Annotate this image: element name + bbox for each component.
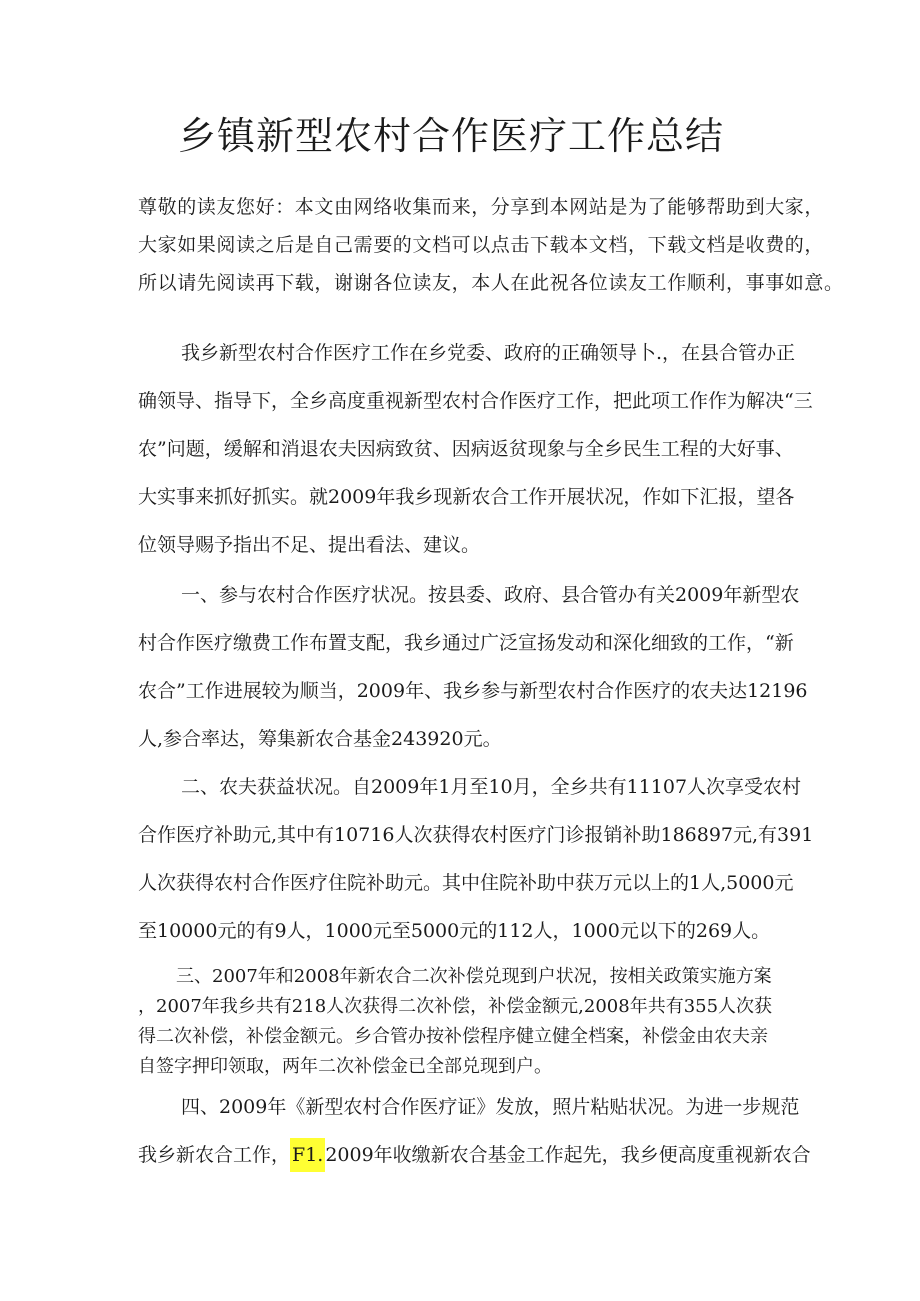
line-text: 2009年收缴新农合基金工作起先，我乡便高度重视新农合: [325, 1144, 811, 1166]
intro-line: 大家如果阅读之后是自己需要的文档可以点击下载本文档，下载文档是收费的，: [138, 234, 825, 256]
paragraph-line: 得二次补偿，补偿金额元。乡合管办按补偿程序健立健全档案，补偿金由农夫亲: [138, 1026, 768, 1047]
paragraph-line: 合作医疗补助元,其中有10716人次获得农村医疗门诊报销补助186897元,有391: [138, 824, 814, 846]
paragraph-benefits: [138, 763, 814, 955]
intro-line: 尊敬的读友您好：本文由网络收集而来，分享到本网站是为了能够帮助到大家，: [138, 196, 825, 218]
paragraph-line: ，2007年我乡共有218人次获得二次补偿，补偿金额元,2008年共有355人次获: [138, 996, 773, 1017]
document-title: 乡镇新型农村合作医疗工作总结: [178, 114, 725, 158]
paragraph-line: 农”问题，缓解和消退农夫因病致贫、因病返贫现象与全乡民生工程的大好事、: [138, 438, 794, 460]
paragraph-participation: [138, 571, 808, 763]
highlighted-text: F1.: [290, 1138, 325, 1172]
paragraph-line: 我乡新型农村合作医疗工作在乡党委、政府的正确领导卜.，在县合管办正: [181, 342, 796, 364]
paragraph-line: 二、农夫获益状况。自2009年1月至10月，全乡共有11107人次享受农村: [181, 776, 802, 798]
paragraph-certificate: [138, 1083, 811, 1179]
paragraph-line: [138, 1131, 811, 1179]
paragraph-secondary-compensation: [138, 962, 788, 1082]
paragraph-line: 至10000元的有9人，1000元至5000元的112人，1000元以下的269人。: [138, 920, 771, 942]
paragraph-overview: [138, 329, 813, 569]
intro-line: 所以请先阅读再下载，谢谢各位读友，本人在此祝各位读友工作顺利，事事如意。: [138, 272, 844, 294]
paragraph-line: 人,参合率达，筹集新农合基金243920元。: [138, 728, 502, 750]
paragraph-line: 三、2007年和2008年新农合二次补偿兑现到户状况，按相关政策实施方案: [176, 966, 772, 987]
paragraph-line: 自签字押印领取，两年二次补偿金已全部兑现到户。: [138, 1056, 552, 1077]
paragraph-line: 人次获得农村合作医疗住院补助元。其中住院补助中获万元以上的1人,5000元: [138, 872, 794, 894]
paragraph-line: 农合”工作进展较为顺当，2009年、我乡参与新型农村合作医疗的农夫达12196: [138, 680, 808, 702]
paragraph-line: 一、参与农村合作医疗状况。按县委、政府、县合管办有关2009年新型农: [181, 584, 800, 606]
paragraph-line: 村合作医疗缴费工作布置支配，我乡通过广泛宣扬发动和深化细致的工作，“新: [138, 632, 794, 654]
paragraph-line: 确领导、指导下，全乡高度重视新型农村合作医疗工作，把此项工作作为解决“三: [138, 390, 813, 412]
intro-paragraph: [138, 188, 844, 302]
paragraph-line: 大实事来抓好抓实。就2009年我乡现新农合工作开展状况，作如下汇报，望各: [138, 486, 795, 508]
paragraph-line: 四、2009年《新型农村合作医疗证》发放，照片粘贴状况。为进一步规范: [181, 1096, 800, 1118]
paragraph-line: 位领导赐予指出不足、提出看法、建议。: [138, 534, 481, 556]
line-text: 我乡新农合工作，: [138, 1144, 291, 1166]
